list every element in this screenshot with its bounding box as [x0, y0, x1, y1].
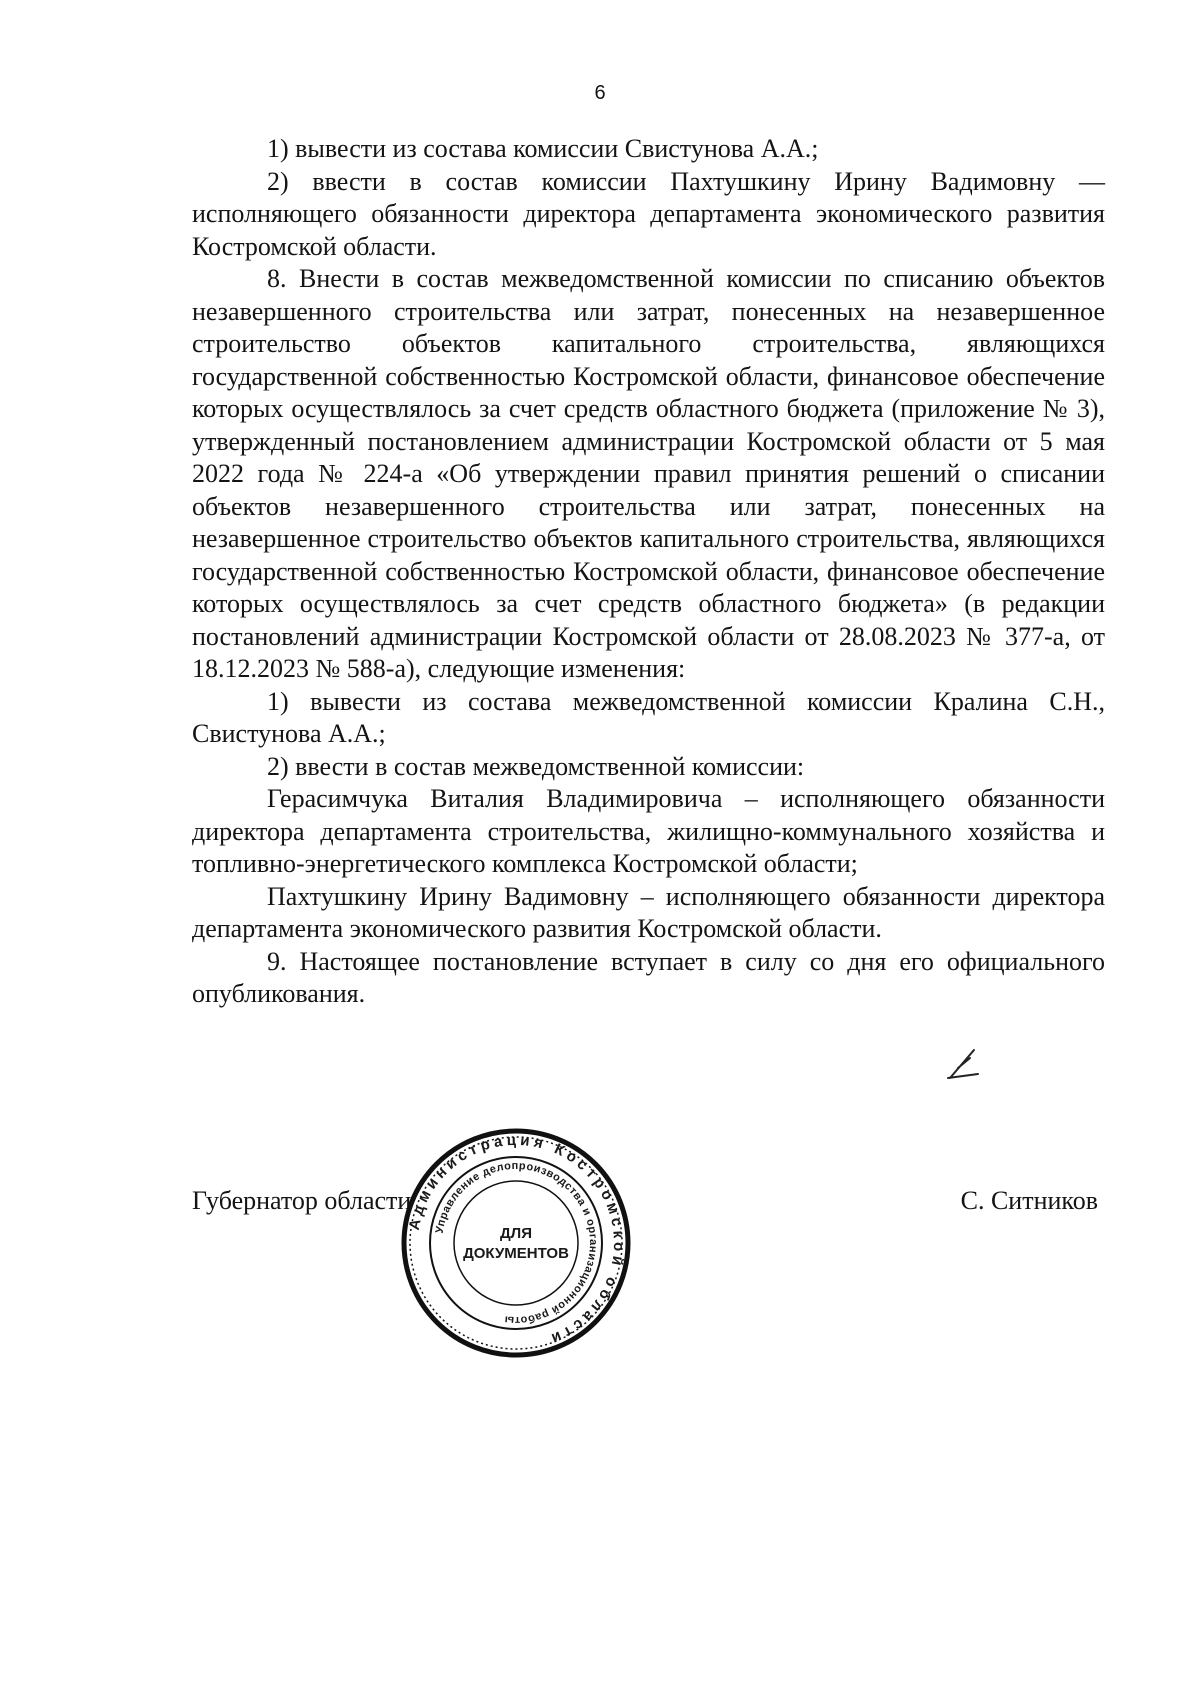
paragraph-item-2: 2) ввести в состав комиссии Пахтушкину Ирину Вадимовну — исполняющего обязанности директора департамента экономического развития Костромской области.	[192, 166, 1105, 261]
paragraph-item-1: 1) вывести из состава комиссии Свистунова А.А.;	[267, 134, 819, 163]
paragraph-clause-8: 8. Внести в состав межведомственной комиссии по списанию объектов незавершенного строительства или затрат, понесенных на незавершенное строительство объектов капитального строительства, являющихся государственной собственностью Костромской области, финансовое обеспечение которых осуществлялось за счет средств областного бюджета (приложение № 3), утвержденный постановлением администрации Костромской области от 5 мая 2022 года № 224-а «Об утверждении правил принятия решений о списании объектов незавершенного строительства или затрат, понесенных на незавершенное строительство объектов капитального строительства, являющихся государственной собственностью Костромской области, финансовое обеспечение которых осуществлялось за счет средств областного бюджета» (в редакции постановлений администрации Костромской области от 28.08.2023 № 377-а, от 18.12.2023 № 588-а), следующие изменения:	[192, 264, 1105, 683]
stamp-outer-text: Администрация Костромской области	[405, 1131, 628, 1349]
paragraph-member-pakhtushkina: Пахтушкину Ирину Вадимовну – исполняющего обязанности директора департамента экономического развития Костромской области.	[192, 881, 1105, 943]
signature-name: С. Ситников	[960, 1186, 1098, 1215]
stamp-center-line1: ДЛЯ	[500, 1225, 532, 1242]
paragraph-member-gerasimchuk: Герасимчука Виталия Владимировича – исполняющего обязанности директора департамента строительства, жилищно-коммунального хозяйства и топливно-энергетического комплекса Костромской области;	[192, 784, 1105, 878]
official-seal-stamp	[400, 1127, 632, 1359]
paragraph-clause-9: 9. Настоящее постановление вступает в силу со дня его официального опубликования.	[192, 946, 1105, 1008]
stamp-center-line2: ДОКУМЕНТОВ	[463, 1245, 569, 1262]
paragraph-item-2-add: 2) ввести в состав межведомственной комиссии:	[267, 751, 805, 781]
document-body	[192, 133, 1105, 1011]
signature-position: Губернатор области	[192, 1186, 412, 1215]
handwritten-signature-mark	[944, 1044, 984, 1084]
page-number: 6	[594, 82, 606, 104]
stamp-inner-text: Управление делопроизводства и организационной работы	[433, 1159, 600, 1327]
paragraph-item-1-remove: 1) вывести из состава межведомственной комиссии Кралина С.Н., Свистунова А.А.;	[192, 686, 1105, 748]
